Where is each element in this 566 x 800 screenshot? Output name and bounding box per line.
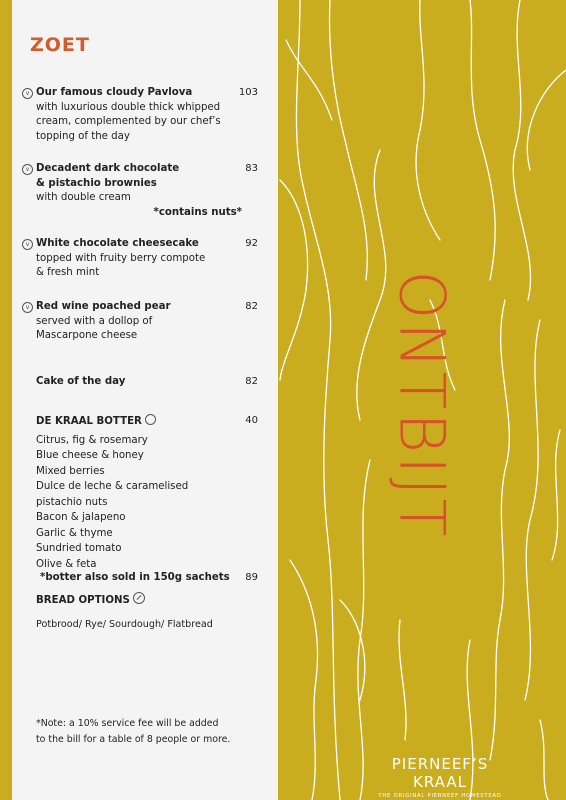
item-desc-line: served with a dollop of	[36, 315, 153, 327]
bread-title-text: BREAD OPTIONS	[36, 595, 130, 606]
logo-text: PIERNEEF’S KRAAL	[391, 755, 489, 791]
item-desc-line: & fresh mint	[36, 267, 100, 279]
item-name: Decadent dark chocolate	[36, 163, 180, 174]
vegan-icon	[133, 592, 145, 604]
botter-flavour: Mixed berries	[36, 465, 105, 477]
item-desc-line: with double cream	[36, 192, 131, 204]
item-note: *contains nuts*	[153, 206, 242, 218]
botter-section	[22, 414, 258, 572]
item-price: 92	[245, 238, 258, 249]
botter-flavour: Blue cheese & honey	[36, 450, 144, 462]
item-name: Red wine poached pear	[36, 301, 171, 312]
botter-flavour: Garlic & thyme	[36, 527, 113, 539]
bread-section	[22, 592, 258, 632]
botter-title	[22, 414, 258, 430]
menu-item-pavlova	[22, 86, 258, 144]
botter-flavour: Sundried tomato	[36, 543, 122, 555]
item-name: & pistachio brownies	[36, 177, 157, 189]
vertical-title: ONTBIJT	[385, 270, 459, 540]
botter-flavour: pistachio nuts	[36, 496, 108, 508]
logo-subtext: THE ORIGINAL PIERNEEF HOMESTEAD	[378, 793, 502, 799]
botter-flavour: Dulce de leche & caramelised	[36, 481, 189, 493]
menu-item-brownies	[22, 162, 258, 220]
item-name: Our famous cloudy Pavlova	[36, 87, 193, 98]
sachet-note: *botter also sold in 150g sachets	[40, 572, 230, 583]
item-price: 82	[245, 301, 258, 312]
vegetarian-icon: v	[22, 88, 33, 99]
menu-item-poached-pear	[22, 300, 258, 344]
item-price: 82	[245, 376, 258, 387]
botter-info-icon	[145, 414, 156, 425]
item-desc-line: topping of the day	[36, 130, 130, 142]
sachet-price: 89	[245, 572, 258, 583]
botter-flavour: Citrus, fig & rosemary	[36, 434, 148, 446]
botter-title-text: DE KRAAL BOTTER	[36, 416, 142, 427]
item-desc-line: with luxurious double thick whipped	[36, 101, 221, 113]
item-name: Cake of the day	[36, 376, 126, 387]
item-desc-line: Mascarpone cheese	[36, 330, 138, 342]
vegetarian-icon: v	[22, 302, 33, 313]
pierneefs-kraal-logo	[364, 755, 516, 799]
bread-title	[22, 592, 258, 609]
botter-flavour: Olive & feta	[36, 558, 97, 570]
vegetarian-icon: v	[22, 164, 33, 175]
menu-item-cake	[22, 375, 258, 390]
item-desc-line: topped with fruity berry compote	[36, 252, 206, 264]
item-name: White chocolate cheesecake	[36, 238, 199, 249]
item-price: 83	[245, 163, 258, 174]
botter-price: 40	[245, 415, 258, 426]
sachet-note-row	[22, 571, 258, 586]
section-title: ZOET	[30, 34, 90, 56]
item-desc-line: cream, complemented by our chef’s	[36, 116, 221, 128]
bread-options: Potbrood/ Rye/ Sourdough/ Flatbread	[36, 618, 213, 630]
footnote-line: to the bill for a table of 8 people or more.	[36, 734, 231, 745]
footnote-line: *Note: a 10% service fee will be added	[36, 718, 219, 729]
service-fee-note	[36, 716, 266, 748]
vegetarian-icon: v	[22, 239, 33, 250]
botter-flavour: Bacon & jalapeno	[36, 512, 126, 524]
item-price: 103	[238, 87, 258, 98]
menu-item-cheesecake	[22, 237, 258, 281]
